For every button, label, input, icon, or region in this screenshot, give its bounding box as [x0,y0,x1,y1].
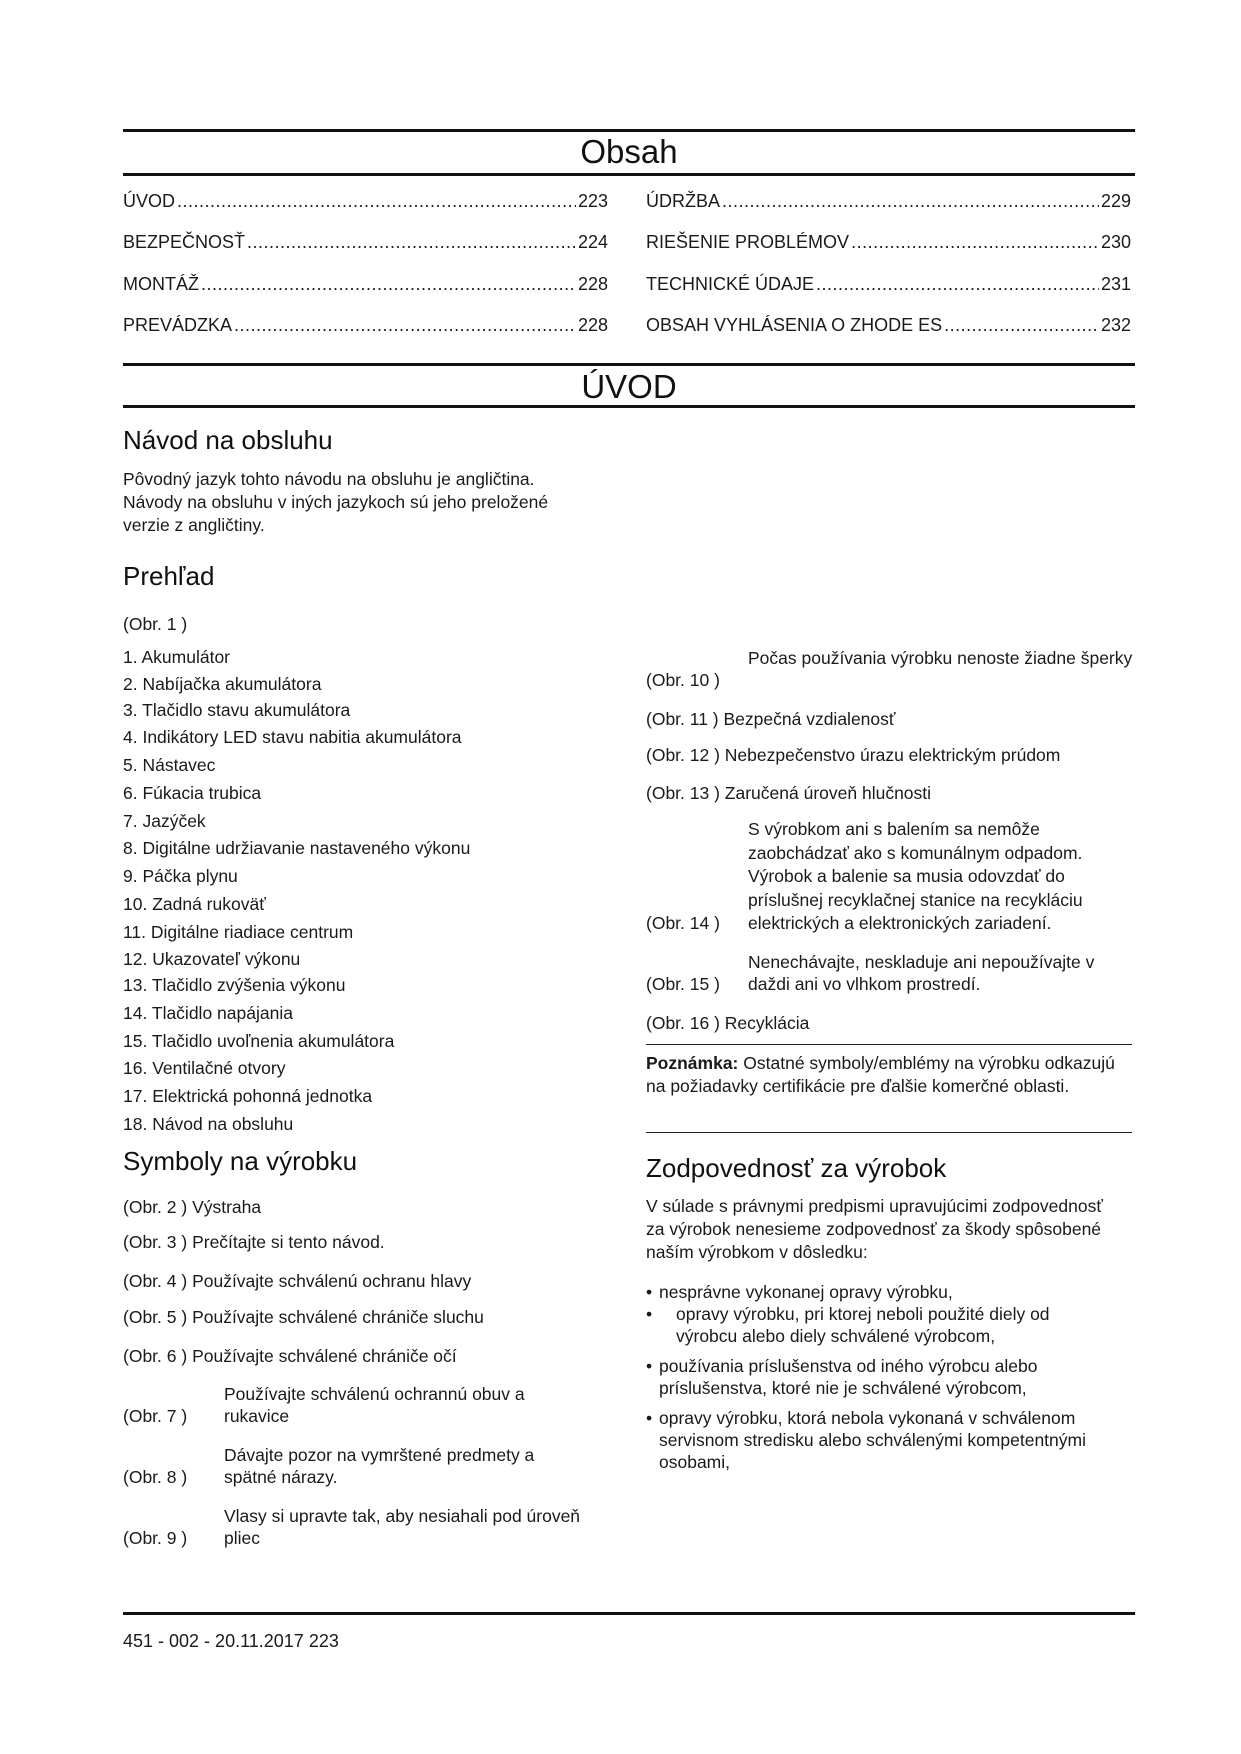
toc-title: Obsah [580,133,678,170]
note-bottom-rule [646,1132,1132,1133]
toc-bottom-rule [123,173,1135,176]
symbol-desc: Nenechávajte, neskladuje ani nepoužívajte v daždi ani vo vlhkom prostredí. [748,952,1095,994]
list-item: používania príslušenstva od iného výrobcu alebo príslušenstva, ktoré nie je schválené výrobcom, [659,1356,1038,1398]
list-item: 9. Páčka plynu [123,866,238,886]
list-item: 16. Ventilačné otvory [123,1058,286,1078]
list-item: 3. Tlačidlo stavu akumulátora [123,700,351,720]
toc-entry-udrzba[interactable]: ÚDRŽBA ..... 229 [646,190,1131,212]
list-item: 1. Akumulátor [123,647,230,667]
list-item: 14. Tlačidlo napájania [123,1003,293,1023]
toc-entry-technicke-udaje[interactable]: TECHNICKÉ ÚDAJE ..... 231 [646,273,1131,295]
list-item: 18. Návod na obsluhu [123,1114,294,1134]
toc-entry-uvod[interactable]: ÚVOD ..... 223 [123,190,608,212]
list-item: 10. Zadná rukoväť [123,894,266,914]
note-block [646,1052,1132,1098]
liability-bullet: • [646,1356,653,1376]
list-item: 13. Tlačidlo zvýšenia výkonu [123,975,346,995]
symbol-ref: (Obr. 13 ) Zaručená úroveň hlučnosti [646,783,932,803]
intro-bottom-rule [123,405,1135,408]
list-item: 5. Nástavec [123,755,216,775]
liability-bullet: • [646,1282,653,1302]
symbol-ref: (Obr. 4 ) Používajte schválenú ochranu hlavy [123,1271,472,1291]
list-item: opravy výrobku, pri ktorej neboli použité diely od výrobcu alebo diely schválené výrobcom, [676,1304,1050,1346]
list-item: opravy výrobku, ktorá nebola vykonaná v schválenom servisnom stredisku alebo schválenými kompetentnými osobami, [659,1408,1086,1472]
intro-title: ÚVOD [581,368,677,405]
liability-bullet: • [646,1304,653,1324]
toc-entry-prevadzka[interactable]: PREVÁDZKA ..... 228 [123,314,608,336]
list-item: 17. Elektrická pohonná jednotka [123,1086,373,1106]
list-item: 7. Jazýček [123,811,206,831]
list-item: 12. Ukazovateľ výkonu [123,949,301,969]
symbol-ref: (Obr. 12 ) Nebezpečenstvo úrazu elektrickým prúdom [646,745,1061,765]
symbol-desc: S výrobkom ani s balením sa nemôže zaobchádzať ako s komunálnym odpadom. Výrobok a balenie sa musia odovzdať do príslušnej recyklačnej stanice na recykláciu elektrických a elektronických zariadení. [748,819,1083,933]
symbol-ref: (Obr. 5 ) Používajte schválené chrániče sluchu [123,1307,484,1327]
document-code: 451 - 002 - 20.11.2017 [123,1631,304,1651]
symbol-desc: Vlasy si upravte tak, aby nesiahali pod úroveň pliec [224,1506,581,1548]
liability-text: V súlade s právnymi predpismi upravujúcimi zodpovednosť za výrobok nenesieme zodpovednosť za škody spôsobené naším výrobkom v dôsledku: [646,1196,1103,1262]
symbol-ref: (Obr. 11 ) Bezpečná vzdialenosť [646,709,896,729]
footer-rule [123,1612,1135,1615]
symbol-ref: (Obr. 8 ) [123,1467,188,1487]
note-text: Ostatné symboly/emblémy na výrobku odkazujú na požiadavky certifikácie pre ďalšie komerčné oblasti. [646,1053,1115,1096]
toc-entry-riesenie-problemov[interactable]: RIEŠENIE PROBLÉMOV ..... 230 [646,231,1131,253]
liability-bullet: • [646,1408,653,1428]
list-item: 8. Digitálne udržiavanie nastaveného výkonu [123,838,471,858]
note-top-rule [646,1044,1132,1045]
note-label: Poznámka: [646,1053,739,1073]
liability-heading: Zodpovednosť za výrobok [646,1153,947,1183]
toc-entry-obsah-vyhlasenia[interactable]: OBSAH VYHLÁSENIA O ZHODE ES ..... 232 [646,314,1131,336]
symbols-heading: Symboly na výrobku [123,1146,358,1176]
symbol-ref: (Obr. 6 ) Používajte schválené chrániče očí [123,1346,457,1366]
list-item: 11. Digitálne riadiace centrum [123,922,354,942]
manual-heading: Návod na obsluhu [123,425,333,455]
symbol-ref: (Obr. 14 ) [646,913,720,933]
list-item: 2. Nabíjačka akumulátora [123,674,322,694]
symbol-desc: Počas používania výrobku nenoste žiadne šperky [748,648,1133,668]
toc-top-rule [123,129,1135,132]
symbol-ref: (Obr. 10 ) [646,670,720,690]
page-footer [123,1630,339,1652]
overview-heading: Prehľad [123,561,215,591]
symbol-ref: (Obr. 3 ) Prečítajte si tento návod. [123,1232,385,1252]
intro-top-rule [123,363,1135,366]
list-item: 15. Tlačidlo uvoľnenia akumulátora [123,1031,395,1051]
symbol-ref: (Obr. 9 ) [123,1528,188,1548]
toc-entry-montaz[interactable]: MONTÁŽ ..... 228 [123,273,608,295]
toc-entry-bezpecnost[interactable]: BEZPEČNOSŤ ..... 224 [123,231,608,253]
manual-text: Pôvodný jazyk tohto návodu na obsluhu je angličtina. Návody na obsluhu v iných jazykoch sú jeho preložené verzie z angličtiny. [123,469,549,535]
list-item: 6. Fúkacia trubica [123,783,262,803]
symbol-ref: (Obr. 16 ) Recyklácia [646,1013,810,1033]
overview-figure-ref: (Obr. 1 ) [123,614,188,634]
symbol-ref: (Obr. 15 ) [646,974,720,994]
symbol-desc: Používajte schválenú ochrannú obuv a rukavice [224,1384,525,1426]
list-item: nesprávne vykonanej opravy výrobku, [659,1282,953,1302]
symbol-desc: Dávajte pozor na vymrštené predmety a spätné nárazy. [224,1445,535,1487]
list-item: 4. Indikátory LED stavu nabitia akumulátora [123,727,462,747]
symbol-ref: (Obr. 2 ) Výstraha [123,1197,262,1217]
symbol-ref: (Obr. 7 ) [123,1406,188,1426]
page-number: 223 [308,1631,339,1651]
